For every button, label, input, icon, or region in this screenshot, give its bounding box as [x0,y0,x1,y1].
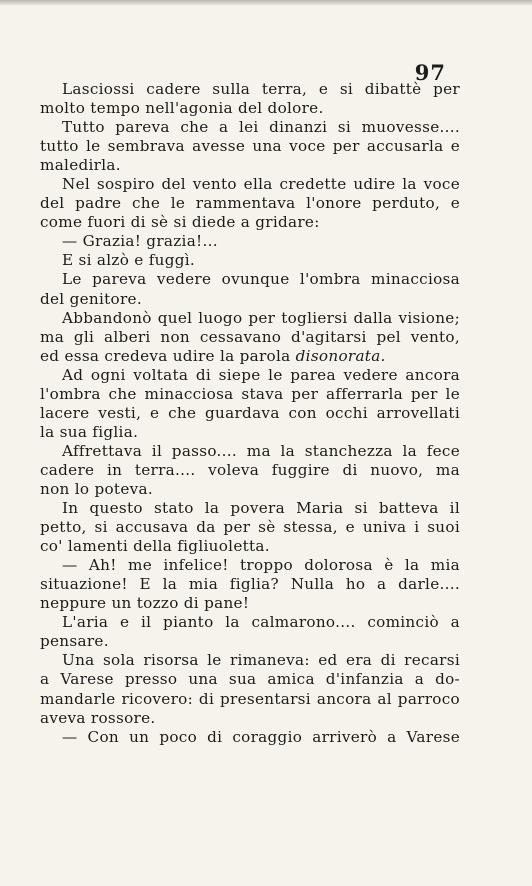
text-line [40,156,460,175]
text-line-content: molto tempo nell'agonia del dolore. [40,99,324,118]
text-line [40,80,460,99]
text-line-content: lacere vesti, e che guardava con occhi arrovellati [40,403,460,422]
text-line [40,728,460,747]
text-line-content: — Ah! me infelice! troppo dolorosa è la mia [62,556,460,575]
text-line-content: Abbandonò quel luogo per togliersi dalla visione; [62,308,460,327]
text-line-content: E si alzò e fuggì. [62,251,196,270]
text-line [40,690,460,709]
text-line-content: — Grazia! grazia!... [62,232,218,251]
text-line-content: — Con un poco di coraggio arriverò a Varese [62,727,460,746]
text-line [40,632,460,651]
text-line-content: tutto le sembrava avesse una voce per accusarla e [40,137,460,156]
text-line [40,423,460,442]
text-line-content: del genitore. [40,289,142,308]
text-line [40,118,460,137]
text-line [40,709,460,728]
text-line-content: neppure un tozzo di pane! [40,594,250,613]
text-line-content: L'aria e il pianto la calmarono.... cominciò a [62,613,460,632]
text-line-content: Le pareva vedere ovunque l'ombra minacciosa [62,270,460,289]
text-line [40,194,460,213]
text-line [40,175,460,194]
text-line-content: pensare. [40,632,109,651]
text-line-content: maledirla. [40,156,121,175]
text-line [40,518,460,537]
text-line [40,270,460,289]
text-line-content: a Varese presso una sua amica d'infanzia a do- [40,670,460,689]
text-line-content: come fuori di sè si diede a gridare: [40,213,320,232]
page-top-edge [0,0,532,6]
text-line [40,347,460,366]
text-line [40,251,460,270]
text-line [40,651,460,670]
text-line [40,556,460,575]
text-line [40,328,460,347]
text-line-content: Una sola risorsa le rimaneva: ed era di recarsi [62,651,460,670]
text-line-content: del padre che le rammentava l'onore perduto, e [40,194,460,213]
text-line [40,537,460,556]
text-line-content: Ad ogni voltata di siepe le parea vedere ancora [62,365,460,384]
text-line [40,594,460,613]
text-line-content: In questo stato la povera Maria si batteva il [62,499,460,518]
text-line-content: ma gli alberi non cessavano d'agitarsi pel vento, [40,327,460,346]
text-line [40,99,460,118]
text-line-content: co' lamenti della figliuoletta. [40,537,270,556]
text-line-content: cadere in terra.... voleva fuggire di nuovo, ma [40,460,460,479]
text-line [40,499,460,518]
text-line [40,461,460,480]
text-line-content: l'ombra che minacciosa stava per afferrarla per le [40,384,460,403]
italic-word: disonorata. [295,346,386,365]
text-line-content: ed essa credeva udire la parola [40,346,291,365]
text-line [40,442,460,461]
text-line-content: la sua figlia. [40,422,139,441]
text-line-content: mandarle ricovero: di presentarsi ancora al parroco [40,689,460,708]
text-line-content: situazione! E la mia figlia? Nulla ho a darle.... [40,575,460,594]
text-line [40,290,460,309]
text-line [40,366,460,385]
text-line-content: non lo poteva. [40,479,153,498]
text-line-content: Tutto pareva che a lei dinanzi si muovesse.... [62,118,460,137]
text-line [40,309,460,328]
text-line [40,385,460,404]
text-line [40,575,460,594]
text-line [40,137,460,156]
text-line-content: Affrettava il passo.... ma la stanchezza la fece [62,441,460,460]
text-line [40,480,460,499]
text-line-content: Nel sospiro del vento ella credette udire la voce [62,175,460,194]
page-number: 97 [414,60,446,85]
text-line-content: Lasciossi cadere sulla terra, e si dibattè per [62,80,460,98]
body-text [40,80,460,747]
text-line [40,232,460,251]
text-line [40,404,460,423]
text-line-content: petto, si accusava da per sè stessa, e univa i suoi [40,518,460,537]
text-line [40,613,460,632]
text-line [40,670,460,689]
text-line [40,213,460,232]
text-line-content: aveva rossore. [40,708,156,727]
